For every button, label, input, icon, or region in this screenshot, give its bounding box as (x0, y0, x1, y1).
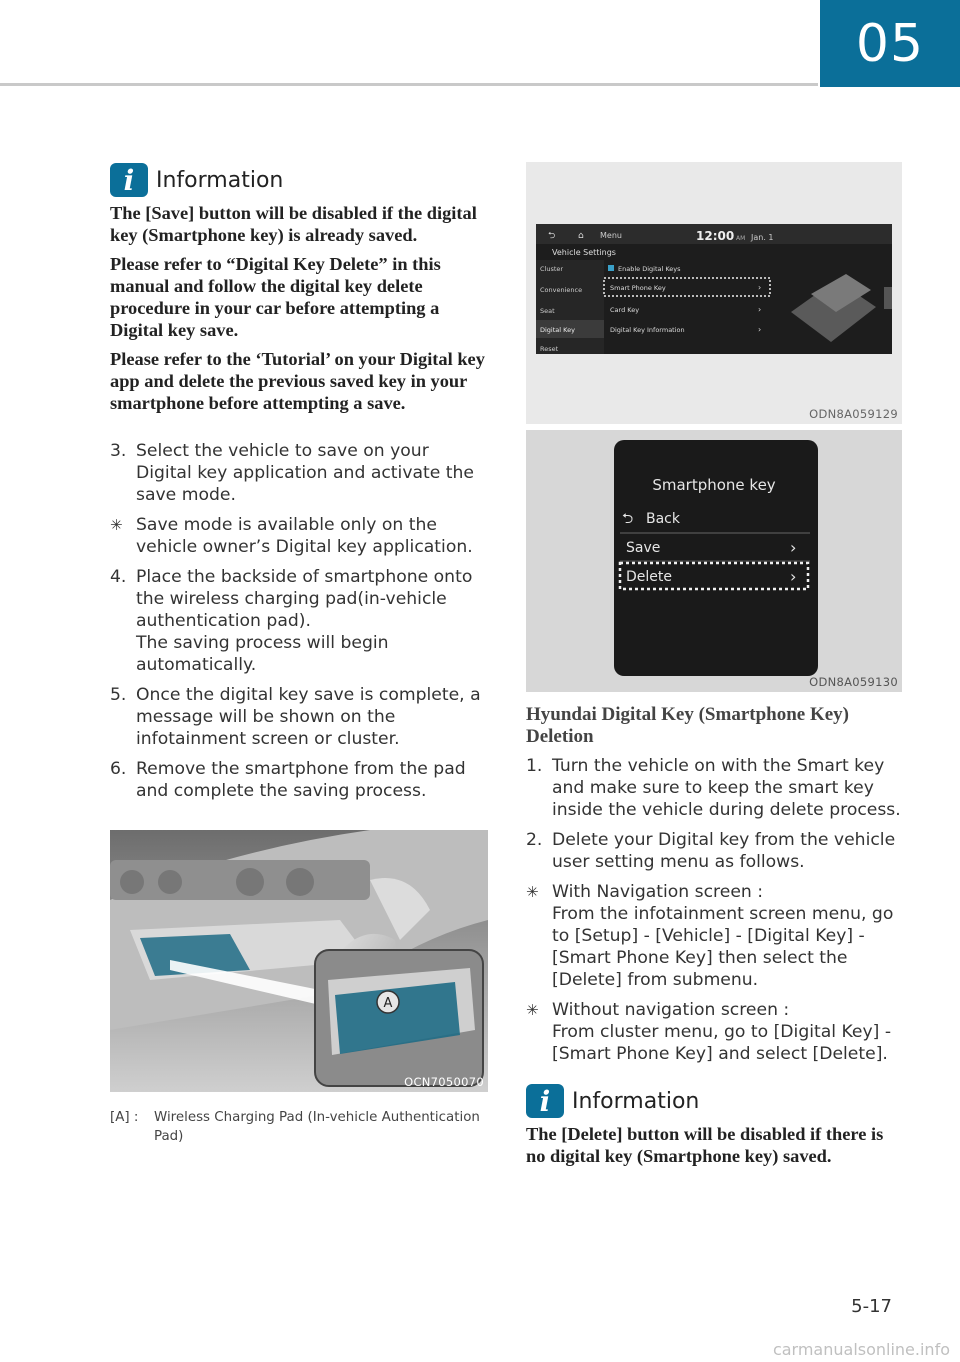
figure-code: ODN8A059129 (809, 407, 898, 421)
vehicle-settings-screen (526, 162, 902, 424)
svg-text:›: › (790, 567, 797, 586)
clock: 12:00 (696, 229, 735, 243)
option-digital-key-info: Digital Key Information (610, 326, 685, 334)
figure-code: OCN7050070 (404, 1075, 484, 1089)
sidebar-convenience: Convenience (540, 286, 583, 294)
step-number: 1. (526, 756, 543, 776)
option-smart-phone-key: Smart Phone Key (610, 284, 666, 292)
save-option: Save (626, 540, 661, 556)
note-text: Save mode is available only on the vehicle owner’s Digital key application. (136, 515, 473, 557)
step-item (526, 829, 902, 873)
step-number: 5. (110, 685, 127, 705)
note-text: Without navigation screen : From cluster menu, go to [Digital Key] - [Smart Phone Key] and select [Delete]. (552, 1000, 892, 1064)
left-column (110, 162, 488, 1146)
screen-title: Smartphone key (652, 476, 776, 494)
info-paragraph: The [Save] button will be disabled if the digital key (Smartphone key) is already saved. (110, 203, 477, 245)
step-number: 3. (110, 441, 127, 461)
info-heading (526, 1083, 902, 1119)
figure-caption (110, 1108, 488, 1146)
svg-text:⌂: ⌂ (578, 231, 584, 241)
step-item (110, 684, 488, 750)
information-icon: i (526, 1084, 564, 1118)
step-text: Remove the smartphone from the pad and complete the saving process. (136, 759, 466, 801)
note-item (526, 999, 902, 1065)
menu-label: Menu (600, 231, 622, 240)
header-rule (0, 83, 818, 86)
date: Jan. 1 (751, 233, 774, 242)
vehicle-settings-figure (526, 162, 902, 424)
svg-text:›: › (758, 325, 762, 334)
step-text: Place the backside of smartphone onto the wireless charging pad(in-vehicle authentication pad). The saving process will begin automatically. (136, 567, 473, 675)
sidebar-cluster: Cluster (540, 265, 564, 273)
option-card-key: Card Key (610, 306, 640, 314)
smartphone-key-screen (526, 430, 902, 692)
am-label: AM (736, 235, 746, 242)
info-heading (110, 162, 488, 198)
figure-code: ODN8A059130 (809, 675, 898, 689)
svg-text:›: › (758, 305, 762, 314)
charging-pad-figure (110, 830, 488, 1092)
svg-text:›: › (758, 283, 762, 292)
sidebar-reset: Reset (540, 345, 559, 353)
info-title: Information (572, 1088, 700, 1114)
step-item (526, 755, 902, 821)
section-title: Hyundai Digital Key (Smartphone Key) Deletion (526, 704, 850, 747)
watermark: carmanualsonline.info (772, 1340, 950, 1359)
back-option: Back (646, 511, 680, 527)
svg-text:⮌: ⮌ (622, 511, 634, 527)
save-steps (110, 440, 488, 802)
step-text: Select the vehicle to save on your Digital key application and activate the save mode. (136, 441, 475, 505)
step-text: Once the digital key save is complete, a message will be shown on the infotainment screen or cluster. (136, 685, 481, 749)
smartphone-key-figure (526, 430, 902, 692)
step-item (110, 566, 488, 676)
step-text: Turn the vehicle on with the Smart key and make sure to keep the smart key inside the vehicle during delete process. (552, 756, 901, 820)
information-icon: i (110, 163, 148, 197)
step-number: 6. (110, 759, 127, 779)
chapter-number: 05 (855, 13, 925, 74)
right-column (526, 162, 902, 1174)
sidebar-seat: Seat (540, 307, 555, 315)
delete-steps (526, 755, 902, 1065)
step-number: 4. (110, 567, 127, 587)
asterisk-icon: ✳ (526, 1001, 539, 1019)
charging-pad-illustration (110, 830, 488, 1092)
step-item (110, 440, 488, 506)
note-text: With Navigation screen : From the infotainment screen menu, go to [Setup] - [Vehicle] - [Digital Key] - [Smart Phone Key] then select the [Delete] from submenu. (552, 882, 894, 990)
caption-text: Wireless Charging Pad (In-vehicle Authentication Pad) (154, 1110, 480, 1144)
section-label: Vehicle Settings (552, 248, 616, 257)
note-item (110, 514, 488, 558)
info-title: Information (156, 167, 284, 193)
sidebar-digital-key: Digital Key (540, 326, 575, 334)
note-item (526, 881, 902, 991)
delete-option: Delete (626, 569, 672, 585)
svg-text:⮌: ⮌ (548, 231, 556, 241)
step-number: 2. (526, 830, 543, 850)
step-item (110, 758, 488, 802)
svg-text:›: › (790, 538, 797, 557)
option-enable: Enable Digital Keys (618, 265, 681, 273)
asterisk-icon: ✳ (110, 516, 123, 534)
chapter-tab (820, 0, 960, 87)
asterisk-icon: ✳ (526, 883, 539, 901)
page-number: 5-17 (851, 1296, 892, 1317)
info-paragraph: The [Delete] button will be disabled if there is no digital key (Smartphone key) saved. (526, 1124, 884, 1166)
step-text: Delete your Digital key from the vehicle user setting menu as follows. (552, 830, 896, 872)
callout-letter: A (383, 996, 393, 1011)
info-paragraph: Please refer to the ‘Tutorial’ on your Digital key app and delete the previous saved key in your smartphone before attempting a save. (110, 349, 485, 413)
caption-key: [A] : (110, 1110, 139, 1125)
info-paragraph: Please refer to “Digital Key Delete” in this manual and follow the digital key delete procedure in your car before attempting a Digital key save. (110, 254, 441, 340)
